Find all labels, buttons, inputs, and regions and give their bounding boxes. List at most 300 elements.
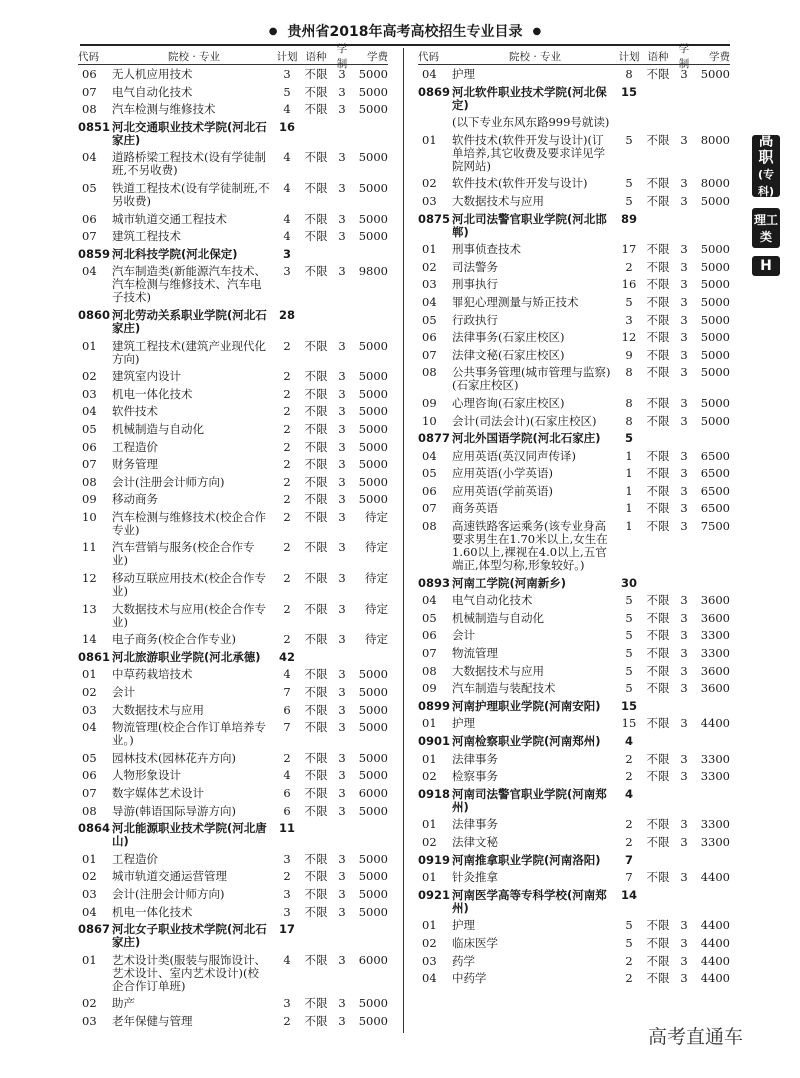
cell-fee: 6500 bbox=[700, 466, 730, 481]
cell-name: 城市轨道交通工程技术 bbox=[112, 211, 227, 226]
cell-code: 07 bbox=[82, 229, 97, 244]
cell-lang: 不限 bbox=[304, 404, 328, 419]
cell-fee: 5000 bbox=[358, 369, 388, 384]
cell-name: 软件技术 bbox=[112, 404, 158, 419]
cell-fee: 6000 bbox=[358, 952, 388, 967]
major-row bbox=[78, 631, 388, 649]
cell-name: 道路桥梁工程技术(设有学徒制班,不另收费) bbox=[112, 150, 266, 178]
cell-years: 3 bbox=[680, 312, 688, 327]
cell-fee: 待定 bbox=[365, 601, 388, 616]
cell-fee: 5000 bbox=[700, 365, 730, 380]
cell-years: 3 bbox=[680, 519, 688, 534]
cell-years: 3 bbox=[338, 996, 346, 1011]
major-row bbox=[78, 767, 388, 785]
cell-lang: 不限 bbox=[304, 386, 328, 401]
cell-code: 02 bbox=[422, 834, 437, 849]
cell-name: 河北旅游职业学院(河北承德) bbox=[112, 649, 261, 664]
cell-plan: 1 bbox=[625, 483, 633, 498]
cell-lang: 不限 bbox=[304, 720, 328, 735]
cell-code: 08 bbox=[82, 474, 97, 489]
cell-name: 园林技术(园林花卉方向) bbox=[112, 750, 236, 765]
cell-plan: 2 bbox=[625, 751, 633, 766]
major-row bbox=[78, 702, 388, 720]
cell-fee: 5000 bbox=[700, 67, 730, 81]
school-row bbox=[78, 921, 388, 952]
header-years: 学制 bbox=[678, 43, 690, 70]
major-row bbox=[418, 241, 730, 259]
cell-plan: 2 bbox=[283, 457, 291, 472]
school-row bbox=[78, 246, 388, 264]
cell-plan: 2 bbox=[283, 571, 291, 586]
cell-plan: 4 bbox=[283, 150, 291, 165]
cell-lang: 不限 bbox=[304, 338, 328, 353]
cell-plan: 16 bbox=[278, 119, 295, 134]
cell-name: 物流管理 bbox=[452, 646, 498, 661]
cell-name: 法律事务 bbox=[452, 817, 498, 832]
major-row bbox=[78, 851, 388, 869]
cell-fee: 5000 bbox=[358, 102, 388, 117]
cell-name: 工程造价 bbox=[112, 851, 158, 866]
major-row bbox=[78, 684, 388, 702]
major-row bbox=[78, 803, 388, 821]
cell-plan: 9 bbox=[625, 347, 633, 362]
cell-fee: 5000 bbox=[358, 338, 388, 353]
cell-code: 02 bbox=[422, 259, 437, 274]
cell-lang: 不限 bbox=[304, 150, 328, 165]
cell-lang: 不限 bbox=[304, 264, 328, 279]
school-row bbox=[418, 575, 730, 593]
cell-fee: 3300 bbox=[700, 751, 730, 766]
cell-years: 3 bbox=[680, 501, 688, 516]
cell-code: 05 bbox=[422, 312, 437, 327]
cell-lang: 不限 bbox=[646, 466, 670, 481]
side-tab-level-line2: (专科) bbox=[757, 168, 775, 198]
cell-years: 3 bbox=[680, 259, 688, 274]
header-code: 代码 bbox=[418, 50, 439, 63]
major-row bbox=[78, 368, 388, 386]
cell-fee: 5000 bbox=[358, 904, 388, 919]
cell-plan: 8 bbox=[625, 413, 633, 428]
cell-code: 07 bbox=[422, 501, 437, 516]
cell-code: 03 bbox=[82, 702, 97, 717]
cell-years: 3 bbox=[338, 1013, 346, 1028]
cell-name: (以下专业东风东路999号就读) bbox=[452, 115, 610, 130]
cell-code: 05 bbox=[82, 750, 97, 765]
cell-years: 3 bbox=[680, 935, 688, 950]
cell-years: 3 bbox=[338, 421, 346, 436]
cell-name: 软件技术(软件开发与设计) bbox=[452, 176, 588, 191]
cell-plan: 4 bbox=[283, 667, 291, 682]
cell-code: 0877 bbox=[418, 431, 451, 446]
cell-years: 3 bbox=[338, 702, 346, 717]
cell-plan: 1 bbox=[625, 501, 633, 516]
cell-lang: 不限 bbox=[646, 681, 670, 696]
cell-lang: 不限 bbox=[646, 330, 670, 345]
cell-years: 3 bbox=[338, 750, 346, 765]
cell-name: 电子商务(校企合作专业) bbox=[112, 632, 236, 647]
cell-lang: 不限 bbox=[646, 193, 670, 208]
cell-fee: 5000 bbox=[700, 294, 730, 309]
cell-fee: 5000 bbox=[700, 413, 730, 428]
cell-code: 0860 bbox=[78, 307, 111, 322]
cell-fee: 5000 bbox=[358, 886, 388, 901]
cell-years: 3 bbox=[338, 601, 346, 616]
cell-code: 0859 bbox=[78, 246, 111, 261]
page-header bbox=[80, 18, 730, 46]
header-lang: 语种 bbox=[305, 50, 327, 63]
cell-name: 会计(注册会计师方向) bbox=[112, 886, 225, 901]
cell-years: 3 bbox=[338, 180, 346, 195]
cell-years: 3 bbox=[338, 540, 346, 555]
cell-fee: 3300 bbox=[700, 817, 730, 832]
cell-name: 物流管理(校企合作订单培养专业。) bbox=[112, 720, 266, 748]
cell-code: 06 bbox=[82, 67, 97, 81]
school-row bbox=[418, 786, 730, 817]
cell-name: 应用英语(学前英语) bbox=[452, 483, 553, 498]
cell-code: 0921 bbox=[418, 887, 451, 902]
cell-fee: 待定 bbox=[365, 509, 388, 524]
cell-plan: 15 bbox=[621, 716, 637, 731]
cell-code: 03 bbox=[422, 953, 437, 968]
major-row bbox=[78, 601, 388, 632]
cell-plan: 15 bbox=[620, 84, 637, 99]
cell-code: 08 bbox=[422, 663, 437, 678]
cell-code: 0861 bbox=[78, 649, 111, 664]
cell-fee: 5000 bbox=[358, 229, 388, 244]
cell-fee: 3300 bbox=[700, 769, 730, 784]
cell-years: 3 bbox=[680, 448, 688, 463]
major-row bbox=[78, 149, 388, 180]
cell-plan: 2 bbox=[283, 492, 291, 507]
cell-fee: 5000 bbox=[700, 193, 730, 208]
cell-lang: 不限 bbox=[304, 786, 328, 800]
major-row bbox=[78, 474, 388, 492]
cell-lang: 不限 bbox=[304, 904, 328, 919]
major-row bbox=[78, 904, 388, 922]
cell-name: 河南推拿职业学院(河南洛阳) bbox=[452, 852, 601, 867]
cell-years: 3 bbox=[338, 851, 346, 866]
major-row bbox=[418, 312, 730, 330]
cell-plan: 2 bbox=[283, 404, 291, 419]
cell-lang: 不限 bbox=[646, 769, 670, 784]
cell-plan: 2 bbox=[283, 439, 291, 454]
side-tab-level-line1: 高职 bbox=[758, 131, 774, 166]
cell-code: 0901 bbox=[418, 734, 451, 748]
cell-plan: 5 bbox=[625, 935, 633, 950]
cell-years: 3 bbox=[338, 457, 346, 472]
cell-lang: 不限 bbox=[304, 996, 328, 1011]
major-row bbox=[78, 439, 388, 457]
cell-years: 3 bbox=[680, 918, 688, 933]
cell-lang: 不限 bbox=[304, 632, 328, 647]
cell-plan: 5 bbox=[625, 646, 633, 661]
cell-name: 软件技术(软件开发与设计)(订单培养,其它收费及要求详见学院网站) bbox=[452, 132, 606, 173]
header-lang: 语种 bbox=[647, 50, 669, 63]
cell-code: 0919 bbox=[418, 852, 451, 867]
cell-name: 司法警务 bbox=[452, 259, 498, 274]
cell-lang: 不限 bbox=[646, 918, 670, 933]
watermark: 高考直通车 bbox=[648, 1026, 744, 1048]
cell-name: 药学 bbox=[452, 953, 475, 968]
cell-years: 3 bbox=[338, 509, 346, 524]
cell-name: 老年保健与管理 bbox=[112, 1013, 193, 1028]
cell-name: 机械制造与自动化 bbox=[452, 610, 544, 625]
cell-plan: 2 bbox=[625, 971, 633, 986]
cell-lang: 不限 bbox=[304, 229, 328, 244]
page-title: 贵州省2018年高考高校招生专业目录 bbox=[287, 24, 523, 40]
cell-code: 10 bbox=[422, 413, 437, 428]
cell-code: 06 bbox=[82, 768, 97, 783]
cell-years: 3 bbox=[338, 150, 346, 165]
cell-plan: 5 bbox=[625, 132, 633, 147]
cell-plan: 2 bbox=[625, 817, 633, 832]
cell-years: 3 bbox=[680, 413, 688, 428]
cell-name: 移动商务 bbox=[112, 492, 158, 507]
right-rows bbox=[418, 66, 730, 988]
cell-code: 02 bbox=[82, 996, 97, 1011]
major-row bbox=[418, 715, 730, 733]
cell-lang: 不限 bbox=[646, 242, 670, 257]
cell-lang: 不限 bbox=[304, 369, 328, 384]
cell-code: 02 bbox=[422, 769, 437, 784]
cell-code: 09 bbox=[422, 681, 437, 696]
cell-years: 3 bbox=[338, 474, 346, 489]
major-row bbox=[78, 403, 388, 421]
cell-code: 06 bbox=[422, 330, 437, 345]
major-row bbox=[78, 263, 388, 307]
header-name: 院校 · 专业 bbox=[508, 50, 561, 63]
cell-plan: 5 bbox=[625, 610, 633, 625]
cell-years: 3 bbox=[680, 834, 688, 849]
cell-years: 3 bbox=[680, 646, 688, 661]
cell-name: 护理 bbox=[452, 918, 475, 933]
cell-name: 机电一体化技术 bbox=[112, 904, 193, 919]
school-row bbox=[418, 211, 730, 242]
cell-code: 04 bbox=[82, 720, 97, 735]
cell-fee: 3300 bbox=[700, 646, 730, 661]
cell-years: 3 bbox=[338, 886, 346, 901]
major-row bbox=[418, 751, 730, 769]
cell-plan: 4 bbox=[283, 211, 291, 226]
major-row bbox=[418, 970, 730, 988]
cell-lang: 不限 bbox=[304, 768, 328, 783]
cell-code: 08 bbox=[422, 519, 437, 534]
cell-name: 建筑工程技术 bbox=[112, 229, 181, 244]
major-row bbox=[418, 834, 730, 852]
cell-name: 铁道工程技术(设有学徒制班,不另收费) bbox=[112, 180, 270, 208]
cell-code: 01 bbox=[82, 851, 97, 866]
cell-plan: 28 bbox=[278, 307, 295, 322]
cell-fee: 待定 bbox=[365, 540, 388, 555]
cell-code: 0867 bbox=[78, 922, 111, 937]
cell-plan: 2 bbox=[283, 601, 291, 616]
cell-plan: 5 bbox=[625, 193, 633, 208]
cell-code: 04 bbox=[422, 971, 437, 986]
cell-plan: 2 bbox=[625, 769, 633, 784]
cell-name: 针灸推拿 bbox=[452, 870, 498, 885]
cell-plan: 2 bbox=[283, 369, 291, 384]
major-row bbox=[418, 66, 730, 84]
cell-years: 3 bbox=[680, 242, 688, 257]
major-row bbox=[78, 211, 388, 229]
cell-code: 01 bbox=[422, 870, 437, 885]
cell-fee: 6500 bbox=[700, 448, 730, 463]
major-row bbox=[78, 180, 388, 211]
cell-years: 3 bbox=[680, 870, 688, 885]
cell-plan: 3 bbox=[283, 904, 291, 919]
cell-lang: 不限 bbox=[304, 439, 328, 454]
cell-code: 09 bbox=[82, 492, 97, 507]
cell-plan: 4 bbox=[283, 229, 291, 244]
cell-years: 3 bbox=[680, 817, 688, 832]
cell-name: 高速铁路客运乘务(该专业身高要求男生在1.70米以上,女生在1.60以上,裸视在4.0以上,五官端正,体型匀称,形象较好。) bbox=[452, 519, 608, 573]
cell-fee: 5000 bbox=[358, 211, 388, 226]
cell-lang: 不限 bbox=[304, 492, 328, 507]
major-row bbox=[78, 456, 388, 474]
cell-lang: 不限 bbox=[646, 971, 670, 986]
cell-fee: 5000 bbox=[358, 492, 388, 507]
cell-plan: 4 bbox=[283, 952, 291, 967]
cell-fee: 4400 bbox=[700, 716, 730, 731]
cell-code: 06 bbox=[82, 211, 97, 226]
cell-code: 03 bbox=[82, 886, 97, 901]
major-row bbox=[78, 750, 388, 768]
cell-years: 3 bbox=[338, 720, 346, 735]
cell-lang: 不限 bbox=[646, 628, 670, 643]
cell-years: 3 bbox=[680, 953, 688, 968]
cell-code: 02 bbox=[82, 369, 97, 384]
cell-code: 01 bbox=[422, 242, 437, 257]
cell-code: 10 bbox=[82, 509, 97, 524]
cell-plan: 89 bbox=[620, 211, 637, 226]
cell-plan: 5 bbox=[625, 593, 633, 608]
cell-fee: 5000 bbox=[358, 457, 388, 472]
cell-plan: 2 bbox=[283, 421, 291, 436]
cell-lang: 不限 bbox=[304, 803, 328, 818]
cell-code: 0918 bbox=[418, 786, 451, 801]
cell-name: 河北能源职业技术学院(河北唐山) bbox=[112, 821, 267, 849]
cell-name: 汽车检测与维修技术 bbox=[112, 102, 216, 117]
cell-code: 14 bbox=[82, 632, 97, 647]
cell-code: 04 bbox=[82, 404, 97, 419]
cell-name: 法律事务 bbox=[452, 751, 498, 766]
cell-fee: 5000 bbox=[358, 439, 388, 454]
cell-lang: 不限 bbox=[646, 347, 670, 362]
header-bullet-left: ● bbox=[268, 25, 278, 37]
cell-years: 3 bbox=[680, 483, 688, 498]
cell-lang: 不限 bbox=[304, 1013, 328, 1028]
cell-name: 人物形象设计 bbox=[112, 768, 181, 783]
cell-fee: 5000 bbox=[358, 720, 388, 735]
cell-lang: 不限 bbox=[646, 935, 670, 950]
cell-name: 大数据技术与应用 bbox=[452, 663, 544, 678]
cell-years: 3 bbox=[338, 904, 346, 919]
cell-code: 04 bbox=[422, 67, 437, 81]
cell-plan: 5 bbox=[625, 681, 633, 696]
cell-plan: 16 bbox=[621, 277, 637, 292]
cell-name: 河南医学高等专科学校(河南郑州) bbox=[452, 887, 607, 915]
cell-code: 0851 bbox=[78, 119, 111, 134]
major-row bbox=[78, 491, 388, 509]
major-row bbox=[78, 1013, 388, 1031]
cell-fee: 5000 bbox=[700, 242, 730, 257]
cell-code: 01 bbox=[422, 132, 437, 147]
cell-code: 04 bbox=[82, 904, 97, 919]
cell-years: 3 bbox=[338, 632, 346, 647]
cell-fee: 5000 bbox=[358, 404, 388, 419]
cell-name: 河南护理职业学院(河南安阳) bbox=[452, 698, 601, 713]
cell-plan: 3 bbox=[283, 996, 291, 1011]
cell-code: 0869 bbox=[418, 84, 451, 99]
cell-lang: 不限 bbox=[304, 685, 328, 700]
cell-lang: 不限 bbox=[646, 953, 670, 968]
cell-years: 3 bbox=[680, 347, 688, 362]
cell-lang: 不限 bbox=[304, 886, 328, 901]
cell-lang: 不限 bbox=[646, 413, 670, 428]
cell-years: 3 bbox=[680, 132, 688, 147]
school-row bbox=[418, 852, 730, 870]
major-row bbox=[418, 935, 730, 953]
cell-years: 3 bbox=[680, 628, 688, 643]
major-row bbox=[78, 338, 388, 369]
school-row bbox=[418, 84, 730, 115]
cell-name: 财务管理 bbox=[112, 457, 158, 472]
cell-lang: 不限 bbox=[304, 750, 328, 765]
cell-lang: 不限 bbox=[304, 457, 328, 472]
cell-plan: 14 bbox=[620, 887, 637, 902]
cell-name: 电气自动化技术 bbox=[112, 84, 193, 99]
cell-lang: 不限 bbox=[646, 294, 670, 309]
major-row bbox=[418, 448, 730, 466]
cell-years: 3 bbox=[338, 338, 346, 353]
cell-plan: 17 bbox=[278, 922, 295, 937]
cell-name: 公共事务管理(城市管理与监察)(石家庄校区) bbox=[452, 365, 611, 393]
cell-plan: 2 bbox=[283, 632, 291, 647]
cell-fee: 5000 bbox=[358, 1013, 388, 1028]
cell-lang: 不限 bbox=[646, 817, 670, 832]
cell-years: 3 bbox=[338, 386, 346, 401]
cell-code: 13 bbox=[82, 601, 97, 616]
cell-fee: 5000 bbox=[700, 330, 730, 345]
major-row bbox=[78, 386, 388, 404]
major-row bbox=[418, 645, 730, 663]
cell-code: 02 bbox=[422, 935, 437, 950]
cell-plan: 4 bbox=[283, 768, 291, 783]
cell-plan: 1 bbox=[625, 519, 633, 534]
cell-name: 城市轨道交通运营管理 bbox=[112, 869, 227, 884]
cell-plan: 3 bbox=[283, 67, 291, 81]
major-row bbox=[418, 132, 730, 176]
cell-fee: 8000 bbox=[700, 132, 730, 147]
cell-years: 3 bbox=[338, 211, 346, 226]
cell-code: 04 bbox=[82, 264, 97, 279]
cell-plan: 1 bbox=[625, 448, 633, 463]
cell-plan: 3 bbox=[283, 851, 291, 866]
cell-lang: 不限 bbox=[646, 448, 670, 463]
cell-plan: 3 bbox=[283, 264, 291, 279]
cell-lang: 不限 bbox=[304, 421, 328, 436]
cell-name: 罪犯心理测量与矫正技术 bbox=[452, 294, 579, 309]
cell-years: 3 bbox=[680, 67, 688, 81]
major-row bbox=[78, 228, 388, 246]
cell-code: 04 bbox=[422, 294, 437, 309]
cell-years: 3 bbox=[338, 404, 346, 419]
cell-plan: 2 bbox=[283, 750, 291, 765]
cell-plan: 5 bbox=[625, 918, 633, 933]
major-row bbox=[418, 347, 730, 365]
cell-fee: 5000 bbox=[358, 869, 388, 884]
cell-years: 3 bbox=[680, 610, 688, 625]
